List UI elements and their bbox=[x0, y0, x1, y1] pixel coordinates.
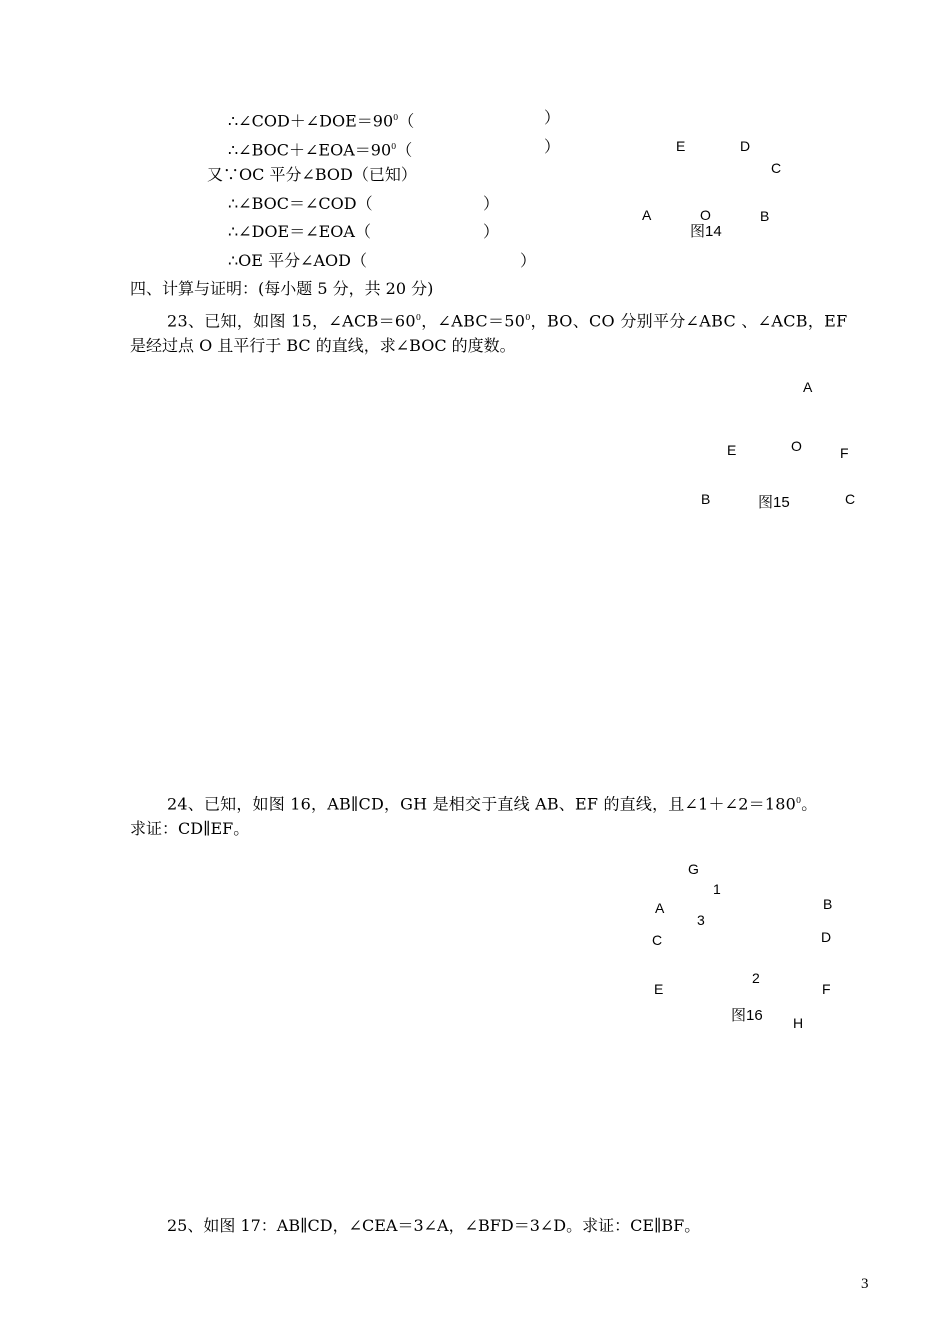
fig14-label-c: C bbox=[771, 160, 782, 176]
page-number: 3 bbox=[861, 1276, 869, 1292]
proof-line-5 bbox=[228, 222, 500, 242]
fig14-caption: 图14 bbox=[690, 223, 722, 240]
proof-line-4 bbox=[228, 194, 500, 214]
proof-line-2 bbox=[228, 137, 561, 160]
proof-line-2-text: ∴∠BOC＋∠EOA＝90 bbox=[228, 140, 392, 160]
fig16-label-a: A bbox=[655, 900, 665, 916]
fig15-caption: 图15 bbox=[758, 494, 790, 511]
fig15-label-c: C bbox=[845, 491, 856, 507]
fig16-label-b: B bbox=[823, 896, 833, 912]
fig16-label-c: C bbox=[652, 932, 663, 948]
degree-mark: 0 bbox=[391, 142, 397, 151]
fig14-label-b: B bbox=[760, 208, 770, 224]
fig14-label-o: O bbox=[700, 207, 711, 223]
q23-line-1 bbox=[167, 308, 848, 331]
proof-line-1 bbox=[228, 108, 561, 131]
fig16-label-2: 2 bbox=[752, 970, 760, 986]
q24-line-2: 求证：CD∥EF。 bbox=[130, 819, 250, 838]
degree-mark: 0 bbox=[415, 313, 422, 322]
proof-line-6 bbox=[228, 251, 537, 271]
fig16-label-e: E bbox=[654, 981, 664, 997]
proof-line-4-text: ∴∠BOC＝∠COD（ bbox=[228, 194, 373, 213]
proof-line-3-text: 又∵OC 平分∠BOD（已知） bbox=[207, 165, 417, 184]
fig15-label-f: F bbox=[840, 445, 849, 461]
close-paren: ） bbox=[544, 108, 561, 127]
close-paren: ） bbox=[483, 194, 500, 213]
q24-text-b: 。 bbox=[801, 794, 818, 814]
open-paren: （ bbox=[396, 140, 413, 160]
close-paren: ） bbox=[544, 137, 561, 156]
q23-text-b: ，∠ABC＝50 bbox=[421, 311, 526, 331]
fig16-caption: 图16 bbox=[731, 1007, 763, 1024]
q24-line-1 bbox=[167, 791, 817, 814]
q25-line-1: 25、如图 17：AB∥CD，∠CEA＝3∠A，∠BFD＝3∠D。求证：CE∥BF。 bbox=[167, 1216, 701, 1235]
fig15-label-a: A bbox=[803, 379, 813, 395]
fig16-label-f: F bbox=[822, 981, 831, 997]
q24-text-a: 24、已知，如图 16，AB∥CD，GH 是相交于直线 AB、EF 的直线，且∠1＋∠2＝180 bbox=[167, 794, 796, 814]
fig16-label-d: D bbox=[821, 929, 832, 945]
proof-line-5-text: ∴∠DOE＝∠EOA（ bbox=[228, 222, 371, 241]
section-4-heading: 四、计算与证明：(每小题 5 分，共 20 分) bbox=[130, 279, 434, 298]
q23-line-2: 是经过点 O 且平行于 BC 的直线，求∠BOC 的度数。 bbox=[130, 336, 516, 355]
proof-line-1-text: ∴∠COD＋∠DOE＝90 bbox=[228, 111, 394, 131]
fig14-label-a: A bbox=[642, 207, 652, 223]
degree-mark: 0 bbox=[525, 313, 531, 322]
proof-line-3 bbox=[207, 165, 417, 185]
degree-mark: 0 bbox=[393, 113, 399, 122]
close-paren: ） bbox=[483, 222, 500, 241]
fig14-label-e: E bbox=[676, 138, 686, 154]
fig16-label-1: 1 bbox=[713, 881, 721, 897]
degree-mark: 0 bbox=[795, 796, 802, 805]
fig16-label-3: 3 bbox=[697, 912, 705, 928]
q23-text-c: ，BO、CO 分别平分∠ABC 、∠ACB，EF bbox=[530, 311, 848, 331]
fig15-label-o: O bbox=[791, 438, 802, 454]
fig15-label-e: E bbox=[727, 442, 737, 458]
fig15-label-b: B bbox=[701, 491, 711, 507]
open-paren: （ bbox=[398, 111, 415, 131]
fig16-label-h: H bbox=[793, 1015, 804, 1031]
fig16-label-g: G bbox=[688, 861, 699, 877]
proof-line-6-text: ∴OE 平分∠AOD（ bbox=[228, 251, 367, 270]
fig14-label-d: D bbox=[740, 138, 751, 154]
close-paren: ） bbox=[520, 251, 537, 270]
q23-text-a: 23、已知，如图 15，∠ACB＝60 bbox=[167, 311, 416, 331]
